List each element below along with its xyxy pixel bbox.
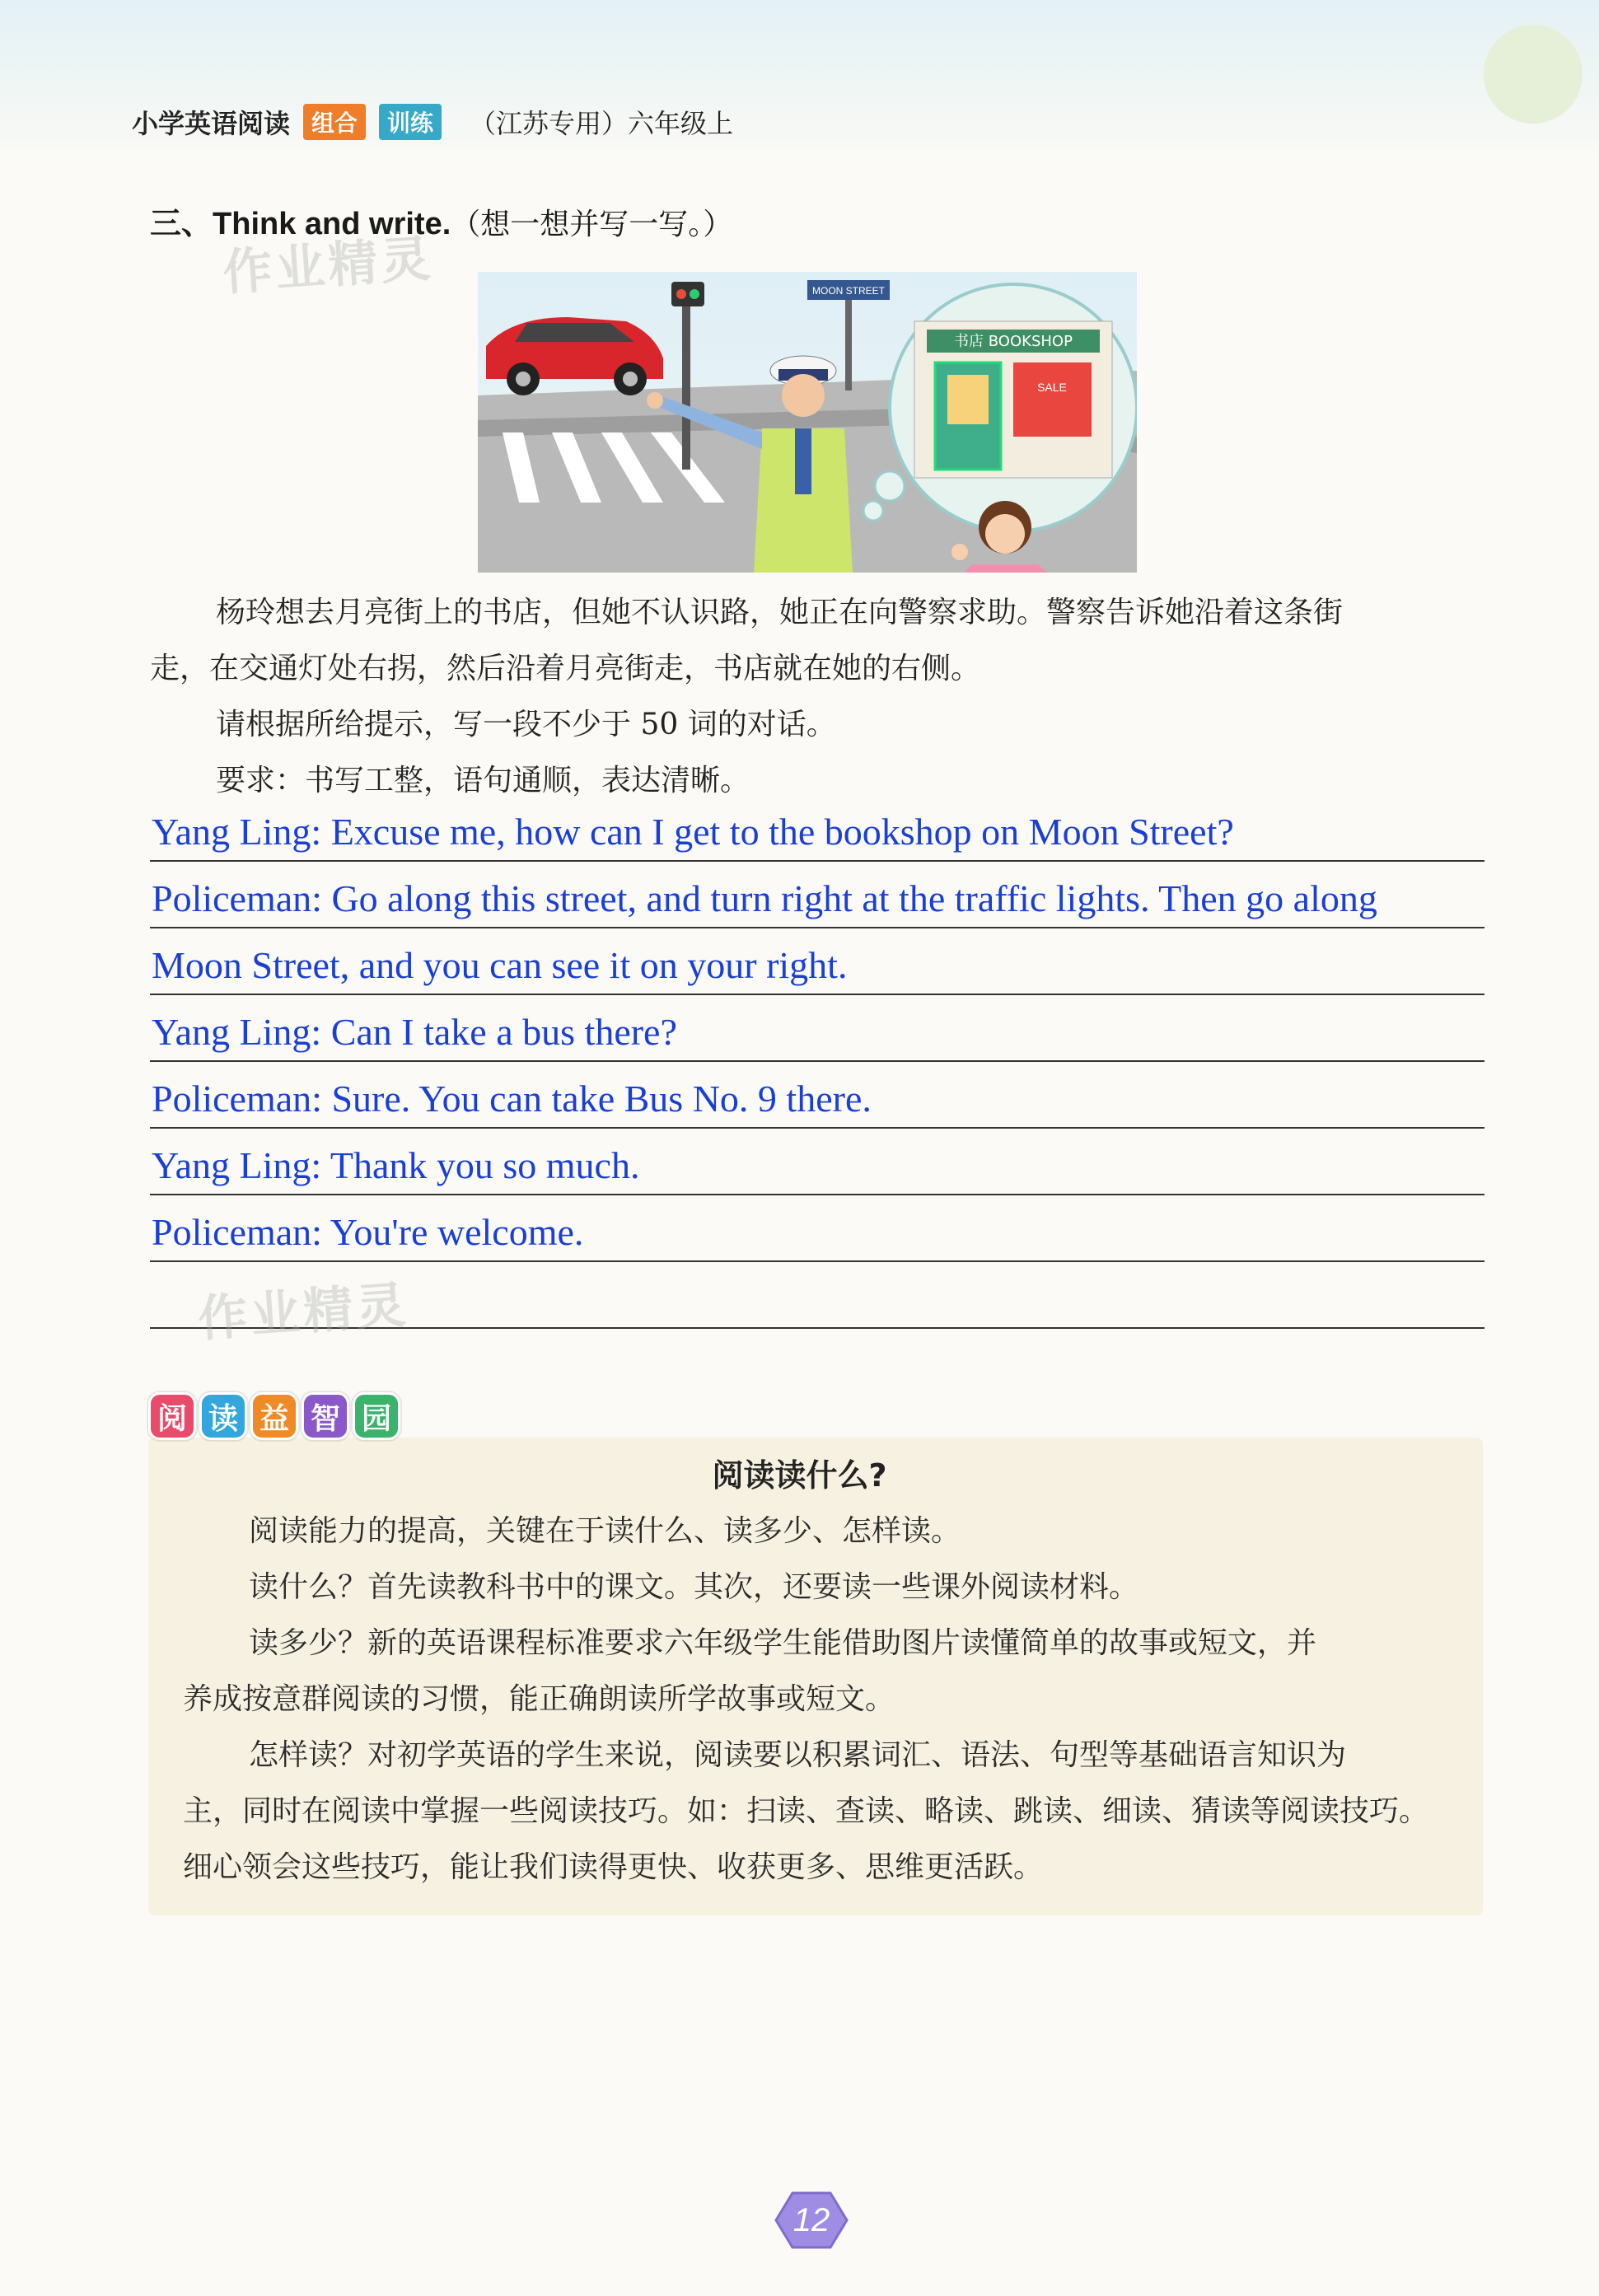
tag-training: 训练	[379, 104, 442, 140]
reading-paragraph: 主，同时在阅读中掌握一些阅读技巧。如：扫读、查读、略读、跳读、细读、猜读等阅读技巧。	[183, 1794, 1429, 1828]
reading-corner-title: 阅读读什么?	[712, 1457, 887, 1494]
watermark-middle: 作业精灵	[196, 1276, 411, 1349]
reading-paragraph: 怎样读？对初学英语的学生来说，阅读要以积累词汇、语法、句型等基础语言知识为	[249, 1738, 1347, 1772]
answer-line	[150, 1129, 1484, 1195]
prompt-instruction: 请根据所给提示，写一段不少于 50 词的对话。	[216, 708, 836, 741]
section-number: 三、	[150, 205, 213, 241]
tag-combo: 组合	[303, 104, 366, 140]
answer-line	[150, 995, 1484, 1062]
reading-paragraph: 阅读能力的提高，关键在于读什么、读多少、怎样读。	[249, 1514, 961, 1548]
badge-char: 益	[250, 1392, 298, 1440]
answer-line	[150, 928, 1484, 995]
answer-text: Yang Ling: Can I take a bus there?	[152, 1011, 677, 1053]
shop-tag-text: SALE	[1037, 381, 1067, 394]
answer-line	[150, 862, 1484, 928]
reading-corner-badge	[148, 1392, 400, 1440]
answer-text: Policeman: Go along this street, and turn right at the traffic lights. Then go along	[152, 877, 1377, 919]
answer-text: Moon Street, and you can see it on your right.	[152, 944, 848, 986]
answer-text: Policeman: You're welcome.	[152, 1211, 584, 1253]
page-number-badge	[774, 2191, 849, 2249]
reading-paragraph: 读什么？首先读教科书中的课文。其次，还要读一些课外阅读材料。	[249, 1570, 1139, 1604]
reading-paragraph: 养成按意群阅读的习惯，能正确朗读所学故事或短文。	[183, 1682, 895, 1716]
street-sign-text: MOON STREET	[811, 285, 886, 297]
answer-text: Policeman: Sure. You can take Bus No. 9 there.	[152, 1078, 872, 1120]
prompt-requirement: 要求：书写工整，语句通顺，表达清晰。	[216, 764, 750, 797]
section-title-en: Think and write.	[213, 207, 451, 241]
page-number: 12	[792, 2201, 830, 2238]
reading-paragraph: 读多少？新的英语课程标准要求六年级学生能借助图片读懂简单的故事或短文，并	[249, 1626, 1317, 1660]
answer-text: Yang Ling: Excuse me, how can I get to the bookshop on Moon Street?	[152, 811, 1234, 853]
watermark-top: 作业精灵	[221, 230, 436, 302]
prompt-line-2: 走，在交通灯处右拐，然后沿着月亮街走，书店就在她的右侧。	[150, 652, 981, 685]
prompt-line-1: 杨玲想去月亮街上的书店，但她不认识路，她正在向警察求助。警察告诉她沿着这条街	[216, 596, 1344, 629]
badge-char: 园	[353, 1392, 400, 1440]
badge-char: 阅	[148, 1392, 196, 1440]
answer-line	[150, 1062, 1484, 1129]
decorative-blob	[1484, 25, 1583, 124]
book-subtitle: （江苏专用）六年级上	[470, 108, 734, 139]
series-title: 小学英语阅读	[132, 108, 291, 139]
badge-char: 智	[302, 1392, 349, 1440]
street-illustration	[478, 272, 1137, 573]
answer-line	[150, 795, 1484, 862]
reading-paragraph: 细心领会这些技巧，能让我们读得更快、收获更多、思维更活跃。	[183, 1850, 1044, 1884]
section-title-cn: （想一想并写一写。）	[451, 208, 733, 241]
answer-lines	[150, 795, 1484, 1329]
answer-line	[150, 1195, 1484, 1262]
badge-char: 读	[199, 1392, 247, 1440]
page-header	[132, 97, 733, 147]
shop-sign-text: 书店 BOOKSHOP	[954, 333, 1073, 350]
reading-corner-body	[183, 1503, 1452, 1896]
writing-prompt	[150, 585, 1501, 809]
answer-text: Yang Ling: Thank you so much.	[152, 1144, 640, 1186]
